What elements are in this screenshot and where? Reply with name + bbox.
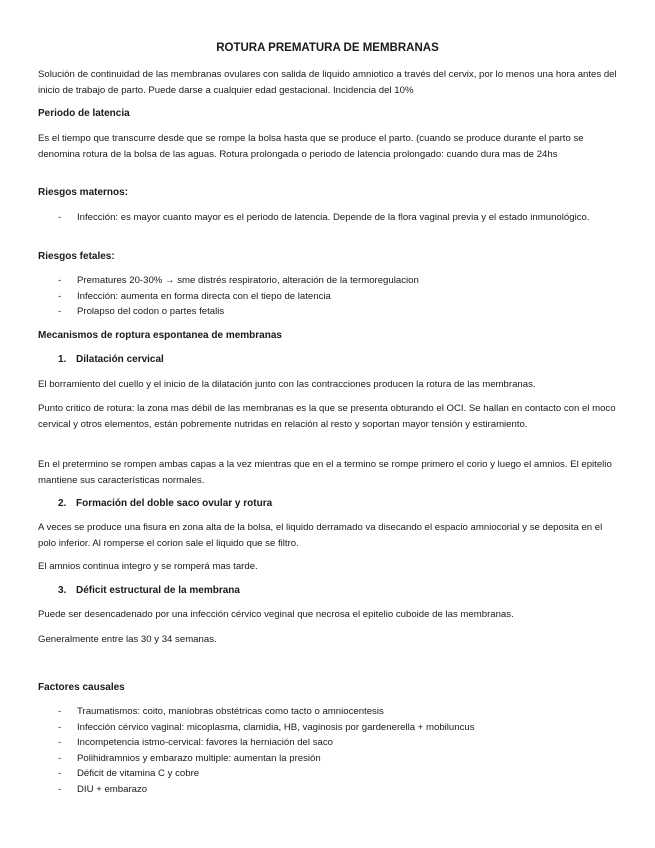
list-item-text: Polihidramnios y embarazo multiple: aumentan la presión [77, 752, 321, 764]
list-item-text: Incompetencia istmo-cervical: favores la herniación del saco [77, 737, 333, 748]
list-item-text: Infección cérvico vaginal: micoplasma, clamidia, HB, vaginosis por gardenerella + mobiluncus [77, 721, 475, 733]
list-item-text: Infección: aumenta en forma directa con el tiepo de latencia [77, 290, 331, 302]
list-item: - Infección: es mayor cuanto mayor es el periodo de latencia. Depende de la flora vaginal previa y el estado inmunológico. [58, 212, 590, 223]
mechanism-1-paragraph-1: El borramiento del cuello y el inicio de la dilatación junto con las contracciones producen la rotura de las membranas. [38, 379, 536, 390]
latency-paragraph: Es el tiempo que transcurre desde que se rompe la bolsa hasta que se produce el parto. (cuando se produce durante el parto se denomina rotura de la bolsa de las aguas. Rotura prolongada o periodo de latencia prolongado: cuando dura mas de 24hs [38, 133, 584, 160]
list-item: - Prolapso del codon o partes fetalis [58, 306, 225, 317]
causal-factors-heading: Factores causales [38, 682, 125, 693]
mechanism-3-paragraph-2: Generalmente entre las 30 y 34 semanas. [38, 634, 217, 645]
list-item: - Polihidramnios y embarazo multiple: aumentan la presión [58, 752, 321, 764]
mechanism-number: 1. [58, 354, 67, 365]
list-item: - Déficit de vitamina C y cobre [58, 768, 200, 779]
list-item-text: Prolapso del codon o partes fetalis [77, 306, 225, 317]
document-title: ROTURA PREMATURA DE MEMBRANAS [216, 42, 439, 54]
mechanism-1-heading [58, 352, 618, 368]
list-item: - Prematures 20-30% → sme distrés respiratorio, alteración de la termoregulacion [58, 275, 419, 286]
intro-paragraph: Solución de continuidad de las membranas ovulares con salida de liquido amniotico a través del cervix, por lo menos una hora antes del inicio de trabajo de parto. Puede darse a cualquier edad gestacional. Incidencia del 10% [38, 69, 617, 96]
list-item: - DIU + embarazo [58, 783, 148, 795]
mechanism-3-paragraph-1: Puede ser desencadenado por una infección cérvico veginal que necrosa el epitelio cuboide de las membranas. [38, 609, 514, 620]
fetal-risks-heading: Riesgos fetales: [38, 251, 115, 262]
list-item: - Infección: aumenta en forma directa con el tiepo de latencia [58, 290, 331, 302]
list-item-text: Prematures 20-30% → sme distrés respiratorio, alteración de la termoregulacion [77, 275, 419, 286]
mechanism-number: 2. [58, 498, 67, 509]
maternal-risks-heading: Riesgos maternos: [38, 187, 129, 198]
list-item-text: Infección: es mayor cuanto mayor es el periodo de latencia. Depende de la flora vaginal previa y el estado inmunológico. [77, 212, 590, 223]
mechanism-1-paragraph-2: Punto critico de rotura: la zona mas débil de las membranas es la que se presenta obturando el OCI. Se hallan en contacto con el moco cervical y otros elementos, están pobremente nutridas en relación al resto y soportan mayor tensión y estiramiento. [38, 403, 616, 430]
latency-heading: Periodo de latencia [38, 108, 130, 119]
list-item-text: Déficit de vitamina C y cobre [77, 768, 200, 779]
list-item: - Incompetencia istmo-cervical: favores la herniación del saco [58, 737, 333, 748]
list-item-text: Traumatismos: coito, maniobras obstétricas como tacto o amniocentesis [77, 706, 384, 717]
list-item: - Infección cérvico vaginal: micoplasma, clamidia, HB, vaginosis por gardenerella + mobiluncus [58, 721, 475, 733]
list-item: - Traumatismos: coito, maniobras obstétricas como tacto o amniocentesis [58, 706, 384, 717]
causal-factors-list [38, 704, 620, 797]
mechanism-title: Dilatación cervical [76, 354, 164, 365]
mechanism-3-heading [58, 583, 618, 599]
mechanism-2-paragraph-2: El amnios continua integro y se romperá mas tarde. [38, 561, 258, 572]
mechanism-2-paragraph-1: A veces se produce una fisura en zona alta de la bolsa, el liquido derramado va disecando el espacio amniocorial y se deposita en el polo inferior. Al romperse el corion sale el liquido que se filtro. [38, 522, 603, 549]
mechanism-title: Formación del doble saco ovular y rotura [76, 498, 273, 509]
mechanism-title: Déficit estructural de la membrana [76, 585, 240, 596]
list-item-text: DIU + embarazo [77, 783, 148, 795]
mechanism-number: 3. [58, 585, 67, 596]
fetal-risks-list [38, 273, 620, 320]
mechanism-1-paragraph-3: En el pretermino se rompen ambas capas a la vez mientras que en el a termino se rompe primero el corio y luego el amnios. El epitelio mantiene sus características normales. [38, 459, 612, 486]
mechanisms-heading: Mecanismos de roptura espontanea de membranas [38, 330, 282, 341]
mechanism-2-heading [58, 496, 618, 512]
maternal-risks-list [38, 210, 620, 226]
